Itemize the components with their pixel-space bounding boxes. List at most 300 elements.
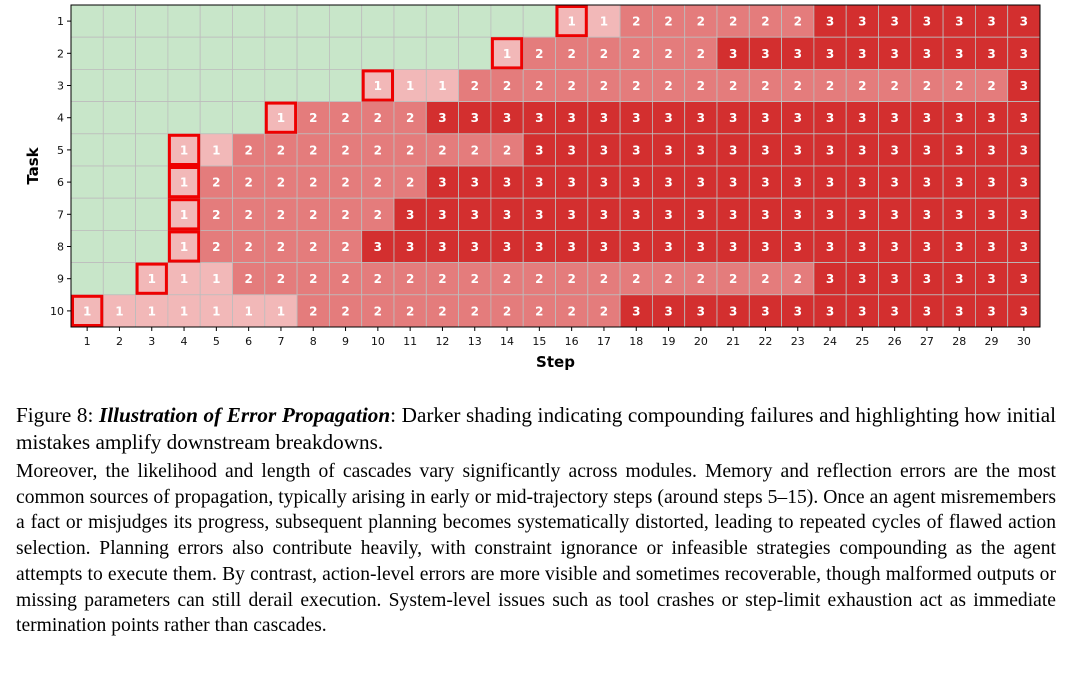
cell-label: 2 bbox=[244, 143, 253, 158]
cell-label: 1 bbox=[276, 111, 286, 126]
cell-label: 1 bbox=[212, 272, 221, 287]
cell-label: 2 bbox=[535, 272, 544, 287]
cell-label: 3 bbox=[599, 143, 609, 158]
cell-label: 3 bbox=[987, 46, 996, 61]
cell-label: 3 bbox=[567, 143, 576, 158]
cell-label: 1 bbox=[179, 207, 189, 222]
x-tick-label: 19 bbox=[661, 335, 676, 348]
cell-label: 3 bbox=[761, 304, 770, 319]
x-tick-label: 30 bbox=[1016, 335, 1031, 348]
cell-task3-step7 bbox=[265, 69, 297, 101]
cell-label: 3 bbox=[987, 207, 996, 222]
cell-label: 2 bbox=[470, 143, 479, 158]
x-tick-label: 8 bbox=[309, 335, 317, 348]
cell-label: 3 bbox=[922, 14, 932, 29]
x-tick-label: 5 bbox=[212, 335, 220, 348]
cell-label: 3 bbox=[696, 143, 706, 158]
cell-label: 3 bbox=[955, 111, 964, 126]
cell-label: 3 bbox=[535, 240, 544, 254]
cell-label: 2 bbox=[987, 79, 996, 93]
cell-task3-step1 bbox=[71, 69, 103, 101]
cell-label: 3 bbox=[632, 111, 641, 126]
cell-label: 3 bbox=[825, 175, 835, 190]
x-tick-label: 2 bbox=[115, 335, 123, 348]
cell-label: 2 bbox=[373, 304, 383, 319]
cell-label: 3 bbox=[825, 207, 835, 222]
cell-label: 3 bbox=[761, 207, 770, 222]
cell-label: 3 bbox=[567, 207, 576, 222]
cell-label: 2 bbox=[244, 175, 253, 190]
cell-label: 3 bbox=[858, 304, 867, 319]
cell-label: 3 bbox=[858, 46, 867, 61]
cell-task3-step5 bbox=[200, 69, 232, 101]
cell-label: 2 bbox=[309, 272, 318, 287]
cell-label: 1 bbox=[438, 79, 447, 93]
cell-label: 3 bbox=[502, 207, 512, 222]
cell-label: 1 bbox=[502, 46, 512, 61]
cell-label: 3 bbox=[858, 175, 867, 190]
cell-label: 1 bbox=[276, 304, 286, 319]
cell-label: 2 bbox=[244, 272, 253, 287]
x-axis-label: Step bbox=[536, 353, 575, 371]
cell-label: 3 bbox=[858, 240, 867, 254]
cell-label: 2 bbox=[761, 272, 770, 287]
cell-task3-step8 bbox=[297, 69, 329, 101]
y-tick-label: 7 bbox=[57, 208, 64, 222]
cell-task4-step5 bbox=[200, 102, 232, 134]
cell-label: 2 bbox=[341, 207, 350, 222]
y-tick-label: 8 bbox=[57, 240, 64, 254]
cell-label: 3 bbox=[987, 111, 996, 126]
x-tick-label: 14 bbox=[500, 335, 515, 348]
cell-label: 3 bbox=[1019, 207, 1029, 222]
cell-label: 2 bbox=[502, 79, 512, 93]
x-tick-label: 9 bbox=[342, 335, 350, 348]
cell-label: 2 bbox=[632, 14, 641, 29]
cell-label: 3 bbox=[890, 46, 899, 61]
cell-label: 3 bbox=[922, 111, 932, 126]
cell-label: 2 bbox=[599, 272, 609, 287]
cell-label: 2 bbox=[405, 272, 415, 287]
cell-label: 2 bbox=[567, 272, 576, 287]
cell-label: 3 bbox=[987, 272, 996, 287]
cell-label: 3 bbox=[890, 272, 899, 287]
x-tick-label: 21 bbox=[726, 335, 741, 348]
cell-label: 3 bbox=[1019, 79, 1029, 93]
cell-label: 2 bbox=[405, 175, 415, 190]
cell-label: 3 bbox=[922, 46, 932, 61]
cell-label: 3 bbox=[664, 240, 673, 254]
cell-task2-step6 bbox=[233, 37, 265, 69]
cell-label: 3 bbox=[728, 175, 738, 190]
cell-label: 3 bbox=[825, 111, 835, 126]
cell-task4-step3 bbox=[136, 102, 168, 134]
x-tick-label: 18 bbox=[629, 335, 644, 348]
cell-task1-step3 bbox=[136, 5, 168, 37]
x-tick-label: 28 bbox=[952, 335, 967, 348]
cell-label: 3 bbox=[825, 14, 835, 29]
cell-task1-step6 bbox=[233, 5, 265, 37]
cell-label: 3 bbox=[664, 207, 673, 222]
cell-label: 3 bbox=[793, 207, 802, 222]
cell-label: 2 bbox=[535, 46, 544, 61]
y-tick-label: 4 bbox=[57, 111, 64, 125]
cell-label: 3 bbox=[825, 46, 835, 61]
cell-label: 3 bbox=[761, 143, 770, 158]
cell-label: 2 bbox=[696, 272, 706, 287]
cell-label: 2 bbox=[373, 143, 383, 158]
cell-label: 1 bbox=[212, 143, 221, 158]
cell-label: 3 bbox=[470, 207, 479, 222]
cell-label: 3 bbox=[922, 304, 932, 319]
cell-label: 3 bbox=[987, 175, 996, 190]
x-tick-label: 4 bbox=[180, 335, 188, 348]
cell-label: 3 bbox=[502, 175, 512, 190]
cell-label: 3 bbox=[890, 175, 899, 190]
cell-label: 3 bbox=[955, 240, 964, 254]
cell-label: 2 bbox=[696, 46, 706, 61]
cell-task1-step7 bbox=[265, 5, 297, 37]
cell-label: 3 bbox=[728, 111, 738, 126]
cell-label: 2 bbox=[502, 272, 512, 287]
cell-label: 3 bbox=[438, 111, 447, 126]
x-tick-label: 3 bbox=[148, 335, 156, 348]
cell-label: 2 bbox=[276, 240, 286, 254]
x-tick-label: 24 bbox=[823, 335, 838, 348]
cell-label: 2 bbox=[244, 240, 253, 254]
y-axis-label: Task bbox=[24, 147, 42, 185]
y-axis-ticks bbox=[50, 15, 71, 318]
cell-label: 3 bbox=[1019, 14, 1029, 29]
cell-label: 1 bbox=[179, 143, 189, 158]
x-tick-label: 1 bbox=[83, 335, 91, 348]
cell-task1-step5 bbox=[200, 5, 232, 37]
cell-task2-step3 bbox=[136, 37, 168, 69]
cell-label: 3 bbox=[664, 175, 673, 190]
cell-label: 2 bbox=[276, 175, 286, 190]
cell-task4-step2 bbox=[103, 102, 135, 134]
cell-label: 3 bbox=[567, 175, 576, 190]
x-tick-label: 12 bbox=[435, 335, 450, 348]
cell-label: 3 bbox=[922, 240, 932, 254]
cell-task1-step11 bbox=[394, 5, 426, 37]
cell-task3-step6 bbox=[233, 69, 265, 101]
caption-text: : Darker shading indicating compounding failures and highlighting how initial mistakes amplify downstream breakdowns. bbox=[16, 403, 1057, 454]
cell-label: 1 bbox=[244, 304, 253, 319]
cell-label: 3 bbox=[825, 272, 835, 287]
cell-task2-step9 bbox=[329, 37, 361, 69]
cell-label: 3 bbox=[858, 14, 867, 29]
cell-label: 3 bbox=[502, 240, 512, 254]
cell-label: 2 bbox=[728, 14, 738, 29]
cell-label: 3 bbox=[858, 207, 867, 222]
cell-label: 2 bbox=[761, 14, 770, 29]
cell-label: 2 bbox=[955, 79, 964, 93]
cell-label: 3 bbox=[599, 175, 609, 190]
cell-label: 3 bbox=[987, 143, 996, 158]
cell-label: 2 bbox=[470, 79, 479, 93]
cell-label: 3 bbox=[793, 240, 802, 254]
cell-label: 2 bbox=[309, 175, 318, 190]
y-tick-label: 3 bbox=[57, 79, 64, 93]
cell-label: 2 bbox=[244, 207, 253, 222]
cell-label: 2 bbox=[502, 304, 512, 319]
cell-label: 1 bbox=[179, 272, 189, 287]
cell-task2-step10 bbox=[362, 37, 394, 69]
cell-label: 2 bbox=[535, 79, 544, 93]
cell-label: 2 bbox=[438, 143, 447, 158]
cell-label: 3 bbox=[632, 304, 641, 319]
cell-label: 2 bbox=[599, 304, 609, 319]
cell-label: 1 bbox=[599, 14, 609, 29]
cell-label: 3 bbox=[438, 175, 447, 190]
cell-task8-step2 bbox=[103, 230, 135, 262]
cell-label: 3 bbox=[761, 240, 770, 254]
cell-label: 3 bbox=[922, 207, 932, 222]
cell-task1-step2 bbox=[103, 5, 135, 37]
x-axis-ticks bbox=[84, 327, 1031, 348]
cell-label: 2 bbox=[309, 240, 318, 254]
cell-label: 3 bbox=[955, 175, 964, 190]
cell-task7-step1 bbox=[71, 198, 103, 230]
cell-label: 3 bbox=[987, 304, 996, 319]
cell-label: 2 bbox=[922, 79, 932, 93]
cell-label: 2 bbox=[696, 14, 706, 29]
body-paragraph: Moreover, the likelihood and length of cascades vary significantly across modules. Memory and reflection errors are the most common sources of propagation, typically arising in early or mid-trajectory steps (around steps 5–15). Once an agent misremembers a fact or misjudges its progress, subsequent planning becomes systematically distorted, leading to repeated cycles of flawed action selection. Planning errors also contribute heavily, with constraint ignorance or infeasible strategies compounding as the agent attempts to execute them. By contrast, action-level errors are more visible and sometimes recoverable, though malformed outputs or missing parameters can still derail execution. System-level issues such as tool crashes or step-limit exhaustion act as immediate termination points rather than cascades. bbox=[16, 461, 1056, 637]
x-tick-label: 26 bbox=[887, 335, 902, 348]
cell-label: 3 bbox=[664, 111, 673, 126]
cell-label: 3 bbox=[922, 143, 932, 158]
x-tick-label: 22 bbox=[758, 335, 773, 348]
x-tick-label: 16 bbox=[564, 335, 579, 348]
cell-label: 2 bbox=[309, 143, 318, 158]
cell-label: 2 bbox=[470, 304, 479, 319]
cell-label: 3 bbox=[664, 304, 673, 319]
cell-label: 2 bbox=[341, 272, 350, 287]
cell-label: 2 bbox=[664, 14, 673, 29]
cell-label: 3 bbox=[696, 207, 706, 222]
cell-task1-step12 bbox=[426, 5, 458, 37]
figure-caption bbox=[16, 402, 1056, 456]
cell-label: 2 bbox=[696, 79, 706, 93]
cell-label: 2 bbox=[599, 79, 609, 93]
cell-task9-step2 bbox=[103, 263, 135, 295]
x-tick-label: 13 bbox=[467, 335, 482, 348]
cell-task1-step15 bbox=[523, 5, 555, 37]
cell-task2-step5 bbox=[200, 37, 232, 69]
y-tick-label: 1 bbox=[57, 15, 64, 29]
cell-task1-step9 bbox=[329, 5, 361, 37]
cell-label: 1 bbox=[179, 304, 189, 319]
cell-label: 2 bbox=[535, 304, 544, 319]
cell-label: 3 bbox=[987, 14, 996, 29]
cell-label: 3 bbox=[696, 175, 706, 190]
cell-label: 2 bbox=[212, 207, 221, 222]
cell-task1-step10 bbox=[362, 5, 394, 37]
text-block bbox=[16, 402, 1056, 639]
cell-label: 3 bbox=[793, 46, 802, 61]
cell-label: 2 bbox=[309, 304, 318, 319]
cell-label: 3 bbox=[761, 111, 770, 126]
cell-task3-step2 bbox=[103, 69, 135, 101]
cell-label: 3 bbox=[890, 304, 899, 319]
cell-label: 3 bbox=[728, 207, 738, 222]
cell-task6-step2 bbox=[103, 166, 135, 198]
x-tick-label: 11 bbox=[403, 335, 418, 348]
cell-label: 2 bbox=[405, 304, 415, 319]
cell-label: 3 bbox=[632, 240, 641, 254]
cell-label: 2 bbox=[276, 143, 286, 158]
cell-label: 2 bbox=[212, 240, 221, 254]
cell-label: 3 bbox=[825, 304, 835, 319]
cell-label: 2 bbox=[632, 79, 641, 93]
x-tick-label: 6 bbox=[245, 335, 253, 348]
cell-label: 3 bbox=[438, 240, 447, 254]
x-tick-label: 25 bbox=[855, 335, 870, 348]
cell-task4-step6 bbox=[233, 102, 265, 134]
cell-label: 2 bbox=[567, 46, 576, 61]
cell-label: 3 bbox=[599, 240, 609, 254]
cell-label: 3 bbox=[696, 304, 706, 319]
cell-task3-step3 bbox=[136, 69, 168, 101]
cell-label: 2 bbox=[632, 272, 641, 287]
cell-label: 3 bbox=[535, 143, 544, 158]
cell-label: 3 bbox=[793, 304, 802, 319]
cell-label: 2 bbox=[793, 272, 802, 287]
cell-label: 3 bbox=[1019, 46, 1029, 61]
cell-label: 2 bbox=[858, 79, 867, 93]
caption-title: Illustration of Error Propagation bbox=[99, 403, 391, 427]
cell-label: 2 bbox=[341, 240, 350, 254]
cell-label: 2 bbox=[664, 79, 673, 93]
cell-label: 2 bbox=[793, 79, 802, 93]
cell-task1-step13 bbox=[459, 5, 491, 37]
cell-task2-step11 bbox=[394, 37, 426, 69]
cell-task2-step1 bbox=[71, 37, 103, 69]
cell-label: 3 bbox=[405, 240, 415, 254]
cell-task2-step4 bbox=[168, 37, 200, 69]
cell-task8-step1 bbox=[71, 230, 103, 262]
cell-task4-step4 bbox=[168, 102, 200, 134]
cell-label: 3 bbox=[761, 46, 770, 61]
cell-label: 2 bbox=[212, 175, 221, 190]
cell-task2-step8 bbox=[297, 37, 329, 69]
cell-label: 3 bbox=[987, 240, 996, 254]
y-tick-label: 6 bbox=[57, 176, 64, 190]
cell-label: 2 bbox=[599, 46, 609, 61]
cell-label: 2 bbox=[309, 111, 318, 126]
cell-label: 3 bbox=[955, 46, 964, 61]
cell-label: 3 bbox=[955, 207, 964, 222]
cell-label: 2 bbox=[373, 175, 383, 190]
cell-label: 3 bbox=[535, 175, 544, 190]
cell-label: 3 bbox=[858, 143, 867, 158]
cell-label: 2 bbox=[438, 304, 447, 319]
cell-label: 3 bbox=[922, 272, 932, 287]
cell-label: 1 bbox=[147, 304, 156, 319]
cell-label: 3 bbox=[955, 14, 964, 29]
cell-label: 1 bbox=[373, 79, 383, 93]
cell-task6-step3 bbox=[136, 166, 168, 198]
cell-label: 3 bbox=[664, 143, 673, 158]
cell-label: 2 bbox=[567, 79, 576, 93]
cell-label: 1 bbox=[179, 240, 189, 254]
cell-label: 1 bbox=[405, 79, 415, 93]
cell-task1-step14 bbox=[491, 5, 523, 37]
cell-task7-step2 bbox=[103, 198, 135, 230]
heatmap-cells bbox=[71, 5, 1040, 327]
x-tick-label: 15 bbox=[532, 335, 547, 348]
cell-label: 3 bbox=[373, 240, 383, 254]
cell-label: 3 bbox=[1019, 304, 1029, 319]
cell-label: 2 bbox=[567, 304, 576, 319]
cell-label: 2 bbox=[405, 143, 415, 158]
caption-label: Figure 8: bbox=[16, 403, 94, 427]
cell-label: 3 bbox=[632, 207, 641, 222]
x-tick-label: 27 bbox=[919, 335, 934, 348]
cell-task3-step9 bbox=[329, 69, 361, 101]
y-tick-label: 2 bbox=[57, 47, 64, 61]
cell-label: 2 bbox=[728, 272, 738, 287]
cell-task2-step2 bbox=[103, 37, 135, 69]
cell-label: 3 bbox=[955, 143, 964, 158]
cell-label: 3 bbox=[825, 143, 835, 158]
cell-label: 3 bbox=[470, 175, 479, 190]
cell-label: 3 bbox=[890, 143, 899, 158]
x-tick-label: 17 bbox=[596, 335, 611, 348]
cell-label: 3 bbox=[890, 207, 899, 222]
cell-task2-step7 bbox=[265, 37, 297, 69]
y-tick-label: 10 bbox=[50, 304, 64, 318]
cell-task2-step12 bbox=[426, 37, 458, 69]
x-tick-label: 10 bbox=[370, 335, 385, 348]
x-tick-label: 20 bbox=[693, 335, 708, 348]
cell-task8-step3 bbox=[136, 230, 168, 262]
x-tick-label: 29 bbox=[984, 335, 999, 348]
cell-label: 2 bbox=[664, 272, 673, 287]
cell-label: 3 bbox=[1019, 175, 1029, 190]
cell-label: 1 bbox=[567, 14, 576, 29]
cell-task5-step3 bbox=[136, 134, 168, 166]
cell-label: 3 bbox=[955, 272, 964, 287]
cell-task1-step8 bbox=[297, 5, 329, 37]
cell-label: 3 bbox=[890, 111, 899, 126]
cell-label: 3 bbox=[696, 111, 706, 126]
cell-task5-step1 bbox=[71, 134, 103, 166]
cell-label: 3 bbox=[438, 207, 447, 222]
cell-label: 2 bbox=[341, 143, 350, 158]
cell-label: 1 bbox=[82, 304, 92, 319]
cell-label: 3 bbox=[696, 240, 706, 254]
cell-label: 3 bbox=[761, 175, 770, 190]
cell-label: 3 bbox=[728, 240, 738, 254]
cell-label: 3 bbox=[793, 143, 802, 158]
cell-label: 2 bbox=[761, 79, 770, 93]
cell-label: 3 bbox=[890, 14, 899, 29]
cell-label: 3 bbox=[502, 111, 512, 126]
cell-label: 3 bbox=[470, 111, 479, 126]
cell-label: 3 bbox=[728, 46, 738, 61]
cell-label: 2 bbox=[276, 272, 286, 287]
cell-label: 3 bbox=[728, 304, 738, 319]
x-tick-label: 7 bbox=[277, 335, 285, 348]
cell-label: 3 bbox=[793, 175, 802, 190]
y-tick-label: 9 bbox=[57, 272, 64, 286]
cell-label: 2 bbox=[341, 111, 350, 126]
cell-task7-step3 bbox=[136, 198, 168, 230]
cell-label: 3 bbox=[858, 272, 867, 287]
cell-label: 3 bbox=[955, 304, 964, 319]
